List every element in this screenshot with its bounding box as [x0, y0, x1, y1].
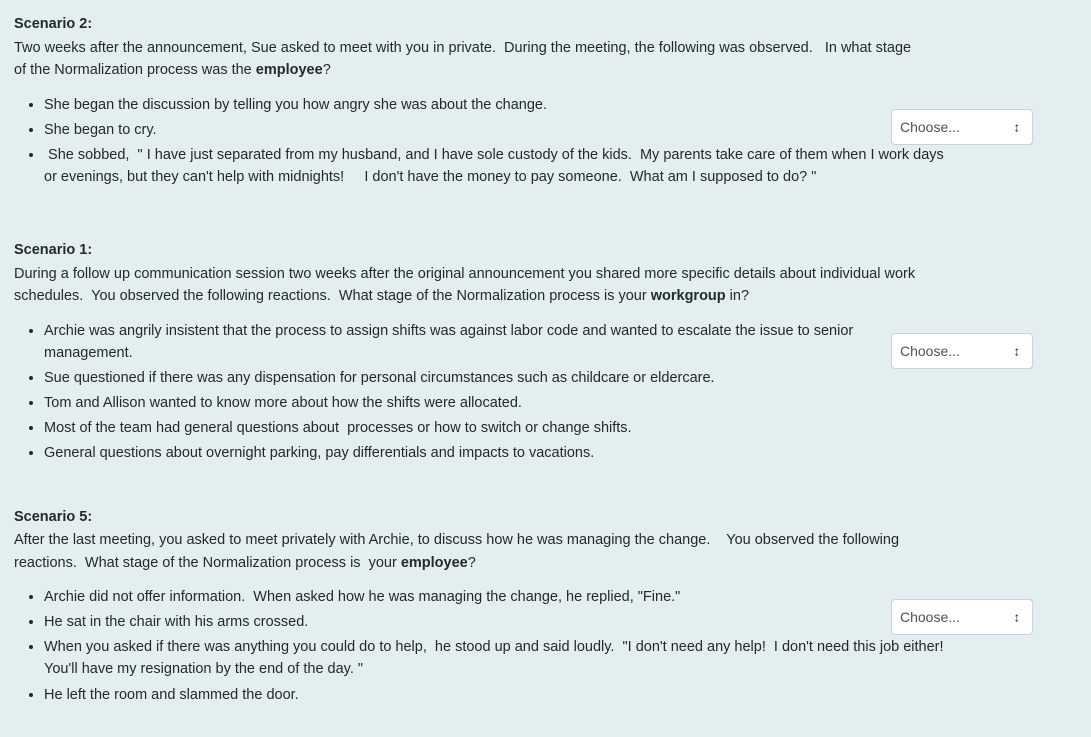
- scenario-observation-list: [14, 586, 952, 705]
- list-item: • She began the discussion by telling you how angry she was about the change.: [44, 94, 944, 116]
- list-item: • Sue questioned if there was any dispensation for personal circumstances such as childcare or eldercare.: [44, 367, 944, 389]
- scenario-observation-list: [14, 94, 948, 188]
- list-item: • When you asked if there was anything you could do to help, he stood up and said loudly. "I don't need any help! I don't need this job either! You'll have my resignation by the end of the day. ": [44, 636, 944, 680]
- list-item: • She sobbed, " I have just separated from my husband, and I have sole custody of the kids. My parents take care of them when I work days or evenings, but they can't help with midnights! I don't have the money to pay someone. What am I supposed to do? ": [44, 144, 944, 188]
- list-item: • Archie did not offer information. When asked how he was managing the change, he replied, "Fine.": [44, 586, 944, 608]
- scenario-answer-select[interactable]: [891, 599, 1033, 635]
- scenario-answer-select-wrapper: [891, 599, 1033, 635]
- scenario-prompt-tail: in?: [725, 288, 750, 305]
- scenario-answer-select[interactable]: [891, 333, 1033, 369]
- scenario-prompt-text: Two weeks after the announcement, Sue asked to meet with you in private. During the meeting, the following was observed. In what stage of the Normalization process was the: [14, 39, 916, 79]
- scenario-title: Scenario 2:: [14, 16, 93, 32]
- scenario-prompt-text: During a follow up communication session two weeks after the original announcement you shared more specific details about individual work schedules. You observed the following reactions. What stage of the Normalization process is your: [14, 265, 920, 305]
- scenario-prompt: [14, 263, 924, 308]
- list-item: • Archie was angrily insistent that the process to assign shifts was against labor code and wanted to escalate the issue to senior management.: [44, 320, 944, 364]
- scenario-prompt-tail: ?: [322, 62, 331, 79]
- list-item: • Tom and Allison wanted to know more about how the shifts were allocated.: [44, 392, 944, 414]
- list-item: • She began to cry.: [44, 119, 944, 141]
- scenario-prompt-emphasis: employee: [255, 62, 323, 79]
- scenario-prompt: [14, 529, 924, 574]
- scenario-answer-select[interactable]: [891, 109, 1033, 145]
- scenario-prompt-emphasis: employee: [400, 554, 468, 571]
- scenario-prompt-emphasis: workgroup: [650, 288, 726, 305]
- scenario-block: [0, 507, 1091, 706]
- scenario-prompt-text: After the last meeting, you asked to meet privately with Archie, to discuss how he was managing the change. You observed the following reactions. What stage of the Normalization process is your: [14, 532, 904, 571]
- scenario-prompt: [14, 37, 924, 82]
- list-item: • Most of the team had general questions about processes or how to switch or change shifts.: [44, 417, 944, 439]
- scenario-observation-list: [14, 320, 944, 464]
- scenario-block: [0, 240, 1091, 464]
- list-item: • General questions about overnight parking, pay differentials and impacts to vacations.: [44, 442, 944, 464]
- scenario-title: Scenario 1:: [14, 241, 93, 258]
- scenario-prompt-tail: ?: [467, 554, 476, 571]
- list-item: • He left the room and slammed the door.: [44, 684, 944, 706]
- scenario-title: Scenario 5:: [14, 508, 93, 525]
- scenario-answer-select-wrapper: [891, 333, 1033, 369]
- list-item: • He sat in the chair with his arms crossed.: [44, 611, 944, 633]
- scenario-answer-select-wrapper: [891, 109, 1033, 145]
- scenario-block: [0, 14, 1091, 188]
